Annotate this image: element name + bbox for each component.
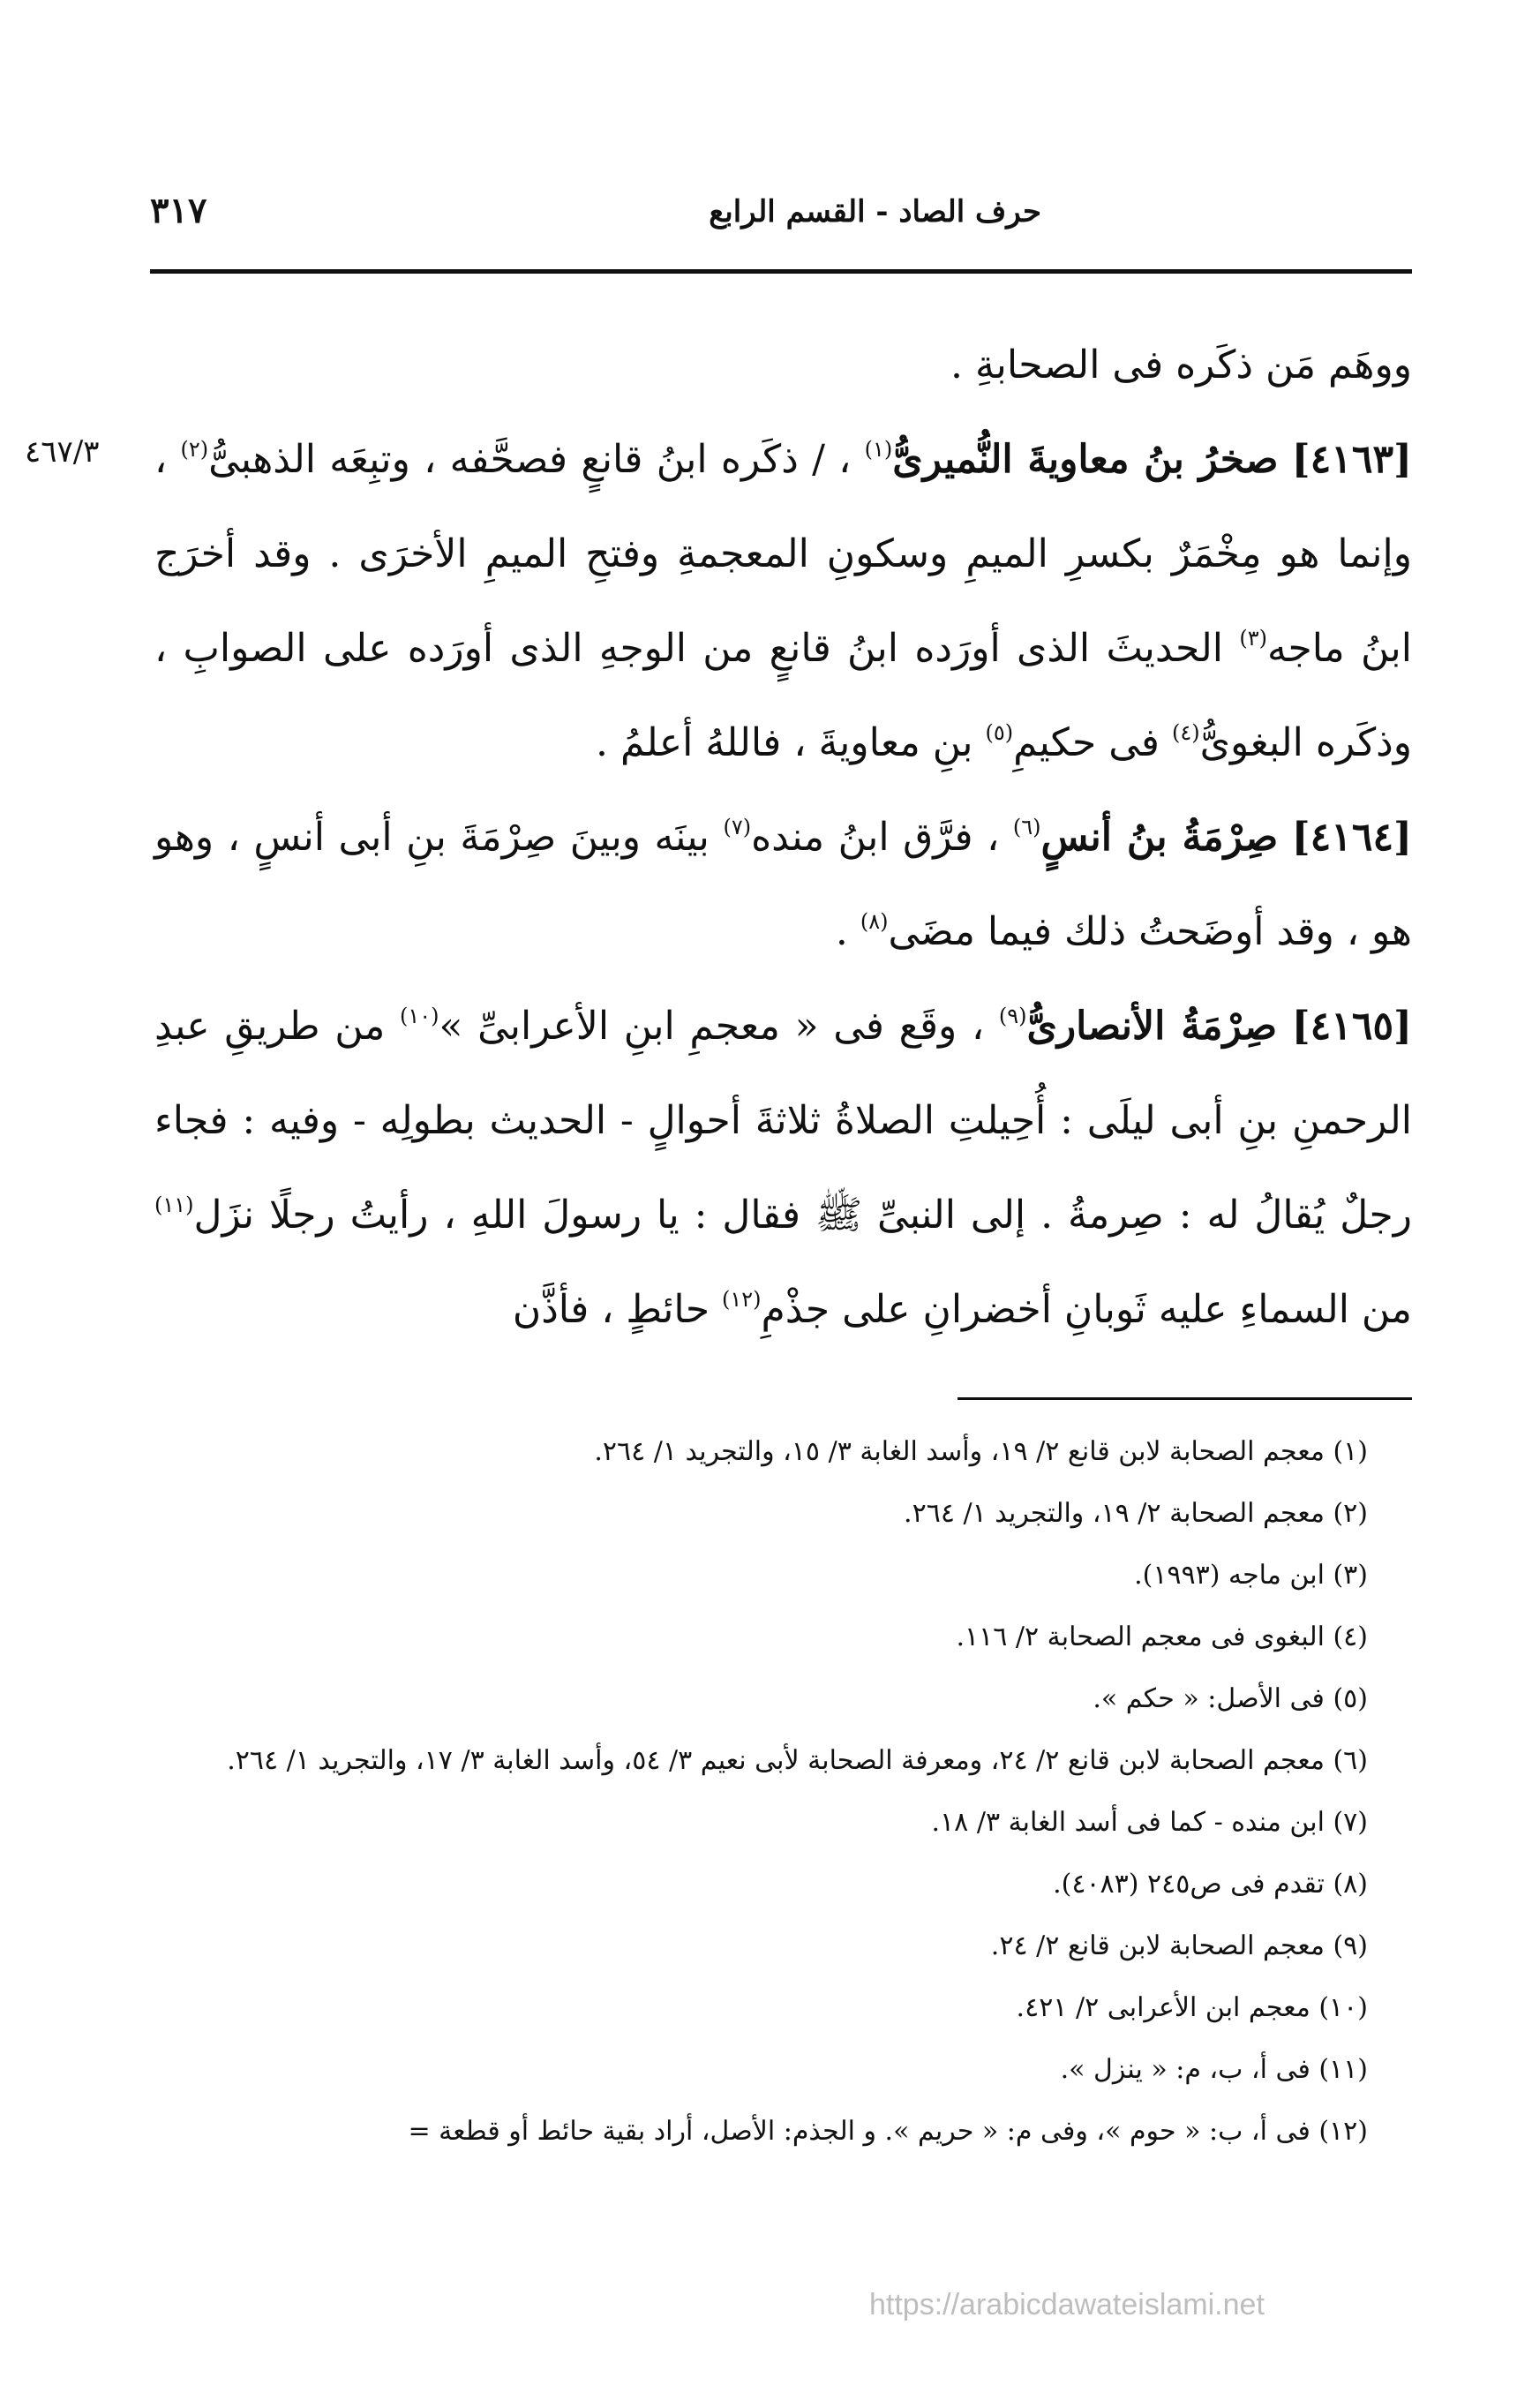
entry-text: ، وقَع فى « معجمِ ابنِ الأعرابىِّ »	[439, 1004, 985, 1049]
entry-number: [٤١٦٣]	[1291, 437, 1412, 482]
entry-text: من طريقِ عبدِ الرحمنِ بنِ أبى ليلَى : أُحِيلتِ الصلاةُ ثلاثةَ أحوالٍ - الحديث بطولِه - وفيه : فجاء رجلٌ يُقالُ له : صِرمةُ . إلى النبىِّ ﷺ فقال : يا رسولَ اللهِ ، رأيتُ رجلًا نزَل	[154, 1004, 1412, 1238]
entry-text: بينَه وبينَ صِرْمَةَ بنِ أبى أنسٍ ، وهو هو ، وقد أوضَحتُ ذلك فيما مضَى	[154, 815, 1412, 954]
entry-name: صِرْمَةُ الأنصارىُّ	[1026, 1004, 1278, 1049]
margin-note: ٤٦٧/٣	[25, 434, 100, 470]
footnote-ref: (١)	[864, 437, 893, 462]
page-number: ٣١٧	[150, 190, 207, 231]
footnote-ref: (٦)	[1012, 815, 1041, 839]
footnote: (٦) معجم الصحابة لابن قانع ٢/ ٢٤، ومعرفة الصحابة لأبى نعيم ٣/ ٥٤، وأسد الغابة ٣/ ١٧، والتجريد ١/ ٢٦٤.	[227, 1745, 1368, 1776]
main-text	[154, 318, 1412, 1357]
entry-number: [٤١٦٥]	[1291, 1004, 1412, 1049]
footnote-ref: (٥)	[985, 720, 1014, 745]
footnote: (١١) فى أ، ب، م: « ينزل ».	[1060, 2054, 1368, 2085]
entry-name: صخرُ بنُ معاويةَ النُّميرىُّ	[892, 437, 1279, 482]
footnote-ref: (٤)	[1171, 720, 1200, 745]
footnote: (٢) معجم الصحابة ٢/ ١٩، والتجريد ١/ ٢٦٤.	[904, 1498, 1368, 1529]
entry-text: ، / ذكَره ابنُ قانعٍ فصحَّفه ، وتبِعَه الذهبىُّ	[208, 437, 852, 482]
footnote-ref: (٢)	[180, 437, 209, 462]
entry-text: فى حكيمِ	[1013, 720, 1160, 765]
entry-text: ، وإنما هو مِخْمَرٌ بكسرِ الميمِ وسكونِ المعجمةِ وفتحِ الميمِ الأخرَى . وقد أخرَج ابنُ ماجه	[154, 437, 1412, 671]
footnote: (١) معجم الصحابة لابن قانع ٢/ ١٩، وأسد الغابة ٣/ ١٥، والتجريد ١/ ٢٦٤.	[594, 1436, 1368, 1467]
intro-text: ووهَم مَن ذكَره فى الصحابةِ .	[950, 342, 1412, 388]
footnote: (٨) تقدم فى ص٢٤٥ (٤٠٨٣).	[1053, 1869, 1368, 1900]
footnote: (٥) فى الأصل: « حكم ».	[1093, 1683, 1368, 1714]
footnote-ref: (١١)	[154, 1193, 194, 1217]
footnote-ref: (٧)	[723, 815, 752, 839]
entry-4165	[154, 979, 1412, 1357]
footnote: (٣) ابن ماجه (١٩٩٣).	[1134, 1560, 1368, 1591]
footnote: (١٠) معجم ابن الأعرابى ٢/ ٤٢١.	[1016, 1992, 1368, 2023]
page-header	[150, 181, 1412, 278]
entry-text: .	[835, 909, 848, 954]
entry-number: [٤١٦٤]	[1291, 815, 1412, 860]
footnote: (٩) معجم الصحابة لابن قانع ٢/ ٢٤.	[990, 1930, 1368, 1961]
footnote-ref: (٨)	[860, 909, 889, 934]
footnote-ref: (٩)	[998, 1004, 1027, 1028]
footnote: (١٢) فى أ، ب: « حوم »، وفى م: « حريم ». و الجذم: الأصل، أراد بقية حائط أو قطعة =	[408, 2116, 1368, 2147]
intro-paragraph	[154, 318, 1412, 412]
entry-text: ، فرَّق ابنُ منده	[751, 815, 1000, 860]
entry-text: بنِ معاويةَ ، فاللهُ أعلمُ .	[596, 720, 973, 765]
entry-text: الحديثَ الذى أورَده ابنُ قانعٍ من الوجهِ الذى أورَده على الصوابِ ، وذكَره البغوىُّ	[154, 626, 1412, 765]
footnote-rule	[958, 1397, 1412, 1400]
entry-text: حائطٍ ، فأذَّن	[512, 1287, 710, 1332]
entry-text: من السماءِ عليه ثَوبانِ أخضرانِ على جذْمِ	[761, 1287, 1412, 1332]
header-rule	[150, 269, 1412, 274]
footnote: (٤) البغوى فى معجم الصحابة ٢/ ١١٦.	[956, 1622, 1368, 1652]
watermark-url: https://arabicdawateislami.net	[869, 2288, 1265, 2321]
entry-name: صِرْمَةُ بنُ أنسٍ	[1040, 815, 1279, 860]
running-title: حرف الصاد - القسم الرابع	[709, 194, 1041, 230]
footnote-ref: (٣)	[1239, 626, 1267, 651]
footnote: (٧) ابن منده - كما فى أسد الغابة ٣/ ١٨.	[931, 1807, 1368, 1838]
footnote-ref: (١٠)	[399, 1004, 439, 1028]
footnote-ref: (١٢)	[722, 1287, 762, 1312]
entry-4164	[154, 790, 1412, 979]
footnotes	[154, 1421, 1368, 2163]
entry-4163	[154, 412, 1412, 790]
